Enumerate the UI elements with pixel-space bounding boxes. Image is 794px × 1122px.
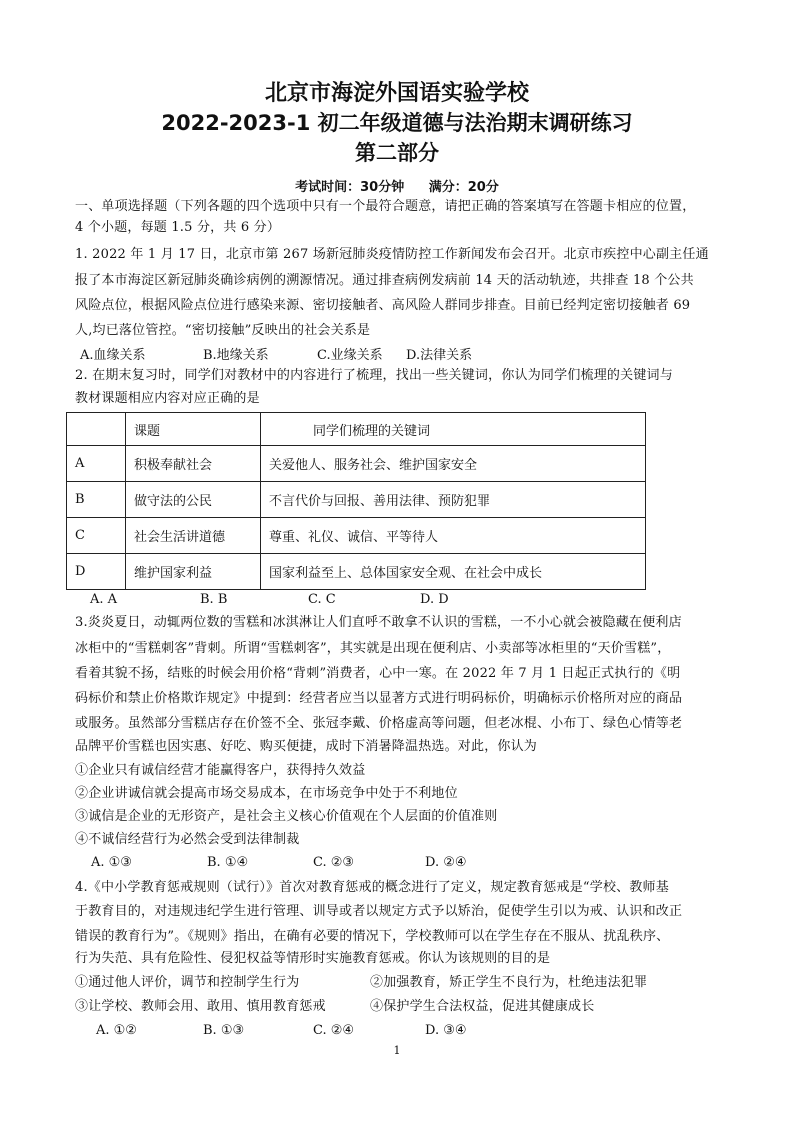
q1-options (80, 344, 472, 363)
q2-line: 2. 在期末复习时，同学们对教材中的内容进行了梳理，找出一些关键词，你认为同学们梳理的关键词与 (75, 368, 673, 383)
q4-statement: ③让学校、教师会用、敢用、慎用教育惩戒 (75, 999, 326, 1014)
q4-option-a: A. ①② (96, 1023, 137, 1038)
q3-statement: ①企业只有诚信经营才能赢得客户，获得持久效益 (75, 763, 366, 778)
q1-line: 风险点位，根据风险点位进行感染来源、密切接触者、高风险人群同步排查。目前已经判定密切接触者 69 (75, 298, 691, 313)
table-cell: 关爱他人、服务社会、维护国家安全 (261, 446, 646, 482)
table-cell: 尊重、礼仪、诚信、平等待人 (261, 518, 646, 554)
q3-line: 3.炎炎夏日，动辄两位数的雪糕和冰淇淋让人们直呼不敢拿不认识的雪糕，一不小心就会被隐藏在便利店 (75, 615, 682, 630)
q4-statement: ②加强教育，矫正学生不良行为，杜绝违法犯罪 (370, 975, 648, 990)
table-header-cell: 课题 (126, 413, 261, 446)
q4-statements-row (75, 974, 720, 992)
q3-statement: ②企业讲诚信就会提高市场交易成本，在市场竞争中处于不利地位 (75, 786, 458, 801)
q1-line: 人,均已落位管控。“密切接触”反映出的社会关系是 (75, 323, 371, 338)
q3-statement: ③诚信是企业的无形资产，是社会主义核心价值观在个人层面的价值准则 (75, 809, 498, 824)
table-row (67, 518, 646, 554)
exam-score: 满分：20分 (428, 180, 499, 195)
table-cell: 积极奉献社会 (126, 446, 261, 482)
q3-option-b: B. ①④ (207, 855, 249, 870)
exam-time: 考试时间：30分钟 (295, 180, 405, 195)
q2-option-a: A. A (90, 592, 118, 607)
q4-line: 行为失范、具有危险性、侵犯权益等情形时实施教育惩戒。你认为该规则的目的是 (75, 951, 551, 966)
q4-statement: ①通过他人评价，调节和控制学生行为 (75, 975, 300, 990)
q2-option-b: B. B (200, 592, 228, 607)
section-instruction: 一、单项选择题（下列各题的四个选项中只有一个最符合题意，请把正确的答案填写在答题卡相应的位置， (75, 199, 696, 214)
table-cell: 做守法的公民 (126, 482, 261, 518)
exam-meta (0, 176, 794, 195)
table-header-cell (67, 413, 126, 446)
q1-option-b: B.地缘关系 (203, 348, 269, 363)
table-row (67, 554, 646, 590)
q1-line: 1. 2022 年 1 月 17 日，北京市第 267 场新冠肺炎疫情防控工作新闻发布会召开。北京市疾控中心副主任通 (75, 247, 709, 262)
section-instruction-cont: 4 个小题，每题 1.5 分，共 6 分） (75, 220, 281, 235)
q4-option-c: C. ②④ (313, 1023, 355, 1038)
q3-line: 看着其貌不扬，结账的时候会用价格“背刺”消费者，心中一寒。在 2022 年 7 月 1 日起正式执行的《明 (75, 666, 681, 681)
exam-title: 2022-2023-1 初二年级道德与法治期末调研练习 (161, 111, 633, 135)
q4-option-b: B. ①③ (203, 1023, 245, 1038)
q1-option-d: D.法律关系 (406, 348, 473, 363)
table-header-cell: 同学们梳理的关键词 (261, 413, 646, 446)
table-header-row (67, 413, 646, 446)
q3-option-a: A. ①③ (91, 855, 132, 870)
part-title: 第二部分 (355, 141, 439, 165)
keyword-table (66, 412, 646, 590)
q2-option-d: D. D (420, 592, 449, 607)
q3-options (91, 855, 467, 870)
table-row (67, 482, 646, 518)
q2-line: 教材课题相应内容对应正确的是 (75, 391, 260, 406)
q3-option-d: D. ②④ (425, 855, 467, 870)
table-cell: 维护国家利益 (126, 554, 261, 590)
q1-option-a: A.血缘关系 (80, 348, 146, 363)
q4-statement: ④保护学生合法权益，促进其健康成长 (370, 999, 595, 1014)
table-row (67, 446, 646, 482)
table-cell: A (67, 446, 126, 482)
q3-option-c: C. ②③ (313, 855, 355, 870)
q4-option-d: D. ③④ (425, 1023, 467, 1038)
q3-line: 码标价和禁止价格欺诈规定》中提到：经营者应当以显著方式进行明码标价，明确标示价格所对应的商品 (75, 691, 683, 706)
q1-option-c: C.业缘关系 (317, 348, 383, 363)
school-name: 北京市海淀外国语实验学校 (264, 81, 529, 106)
table-cell: 社会生活讲道德 (126, 518, 261, 554)
table-cell: B (67, 482, 126, 518)
q3-statement: ④不诚信经营行为必然会受到法律制裁 (75, 832, 300, 847)
page-number: 1 (393, 1044, 401, 1057)
table-cell: C (67, 518, 126, 554)
q4-options (96, 1023, 467, 1038)
table-cell: D (67, 554, 126, 590)
q4-statements-row (75, 998, 720, 1016)
q3-line: 冰柜中的“雪糕刺客”背刺。所谓“雪糕刺客”，其实就是出现在便利店、小卖部等冰柜里的“天价雪糕”， (75, 641, 671, 656)
q4-line: 4.《中小学教育惩戒规则（试行）》首次对教育惩戒的概念进行了定义，规定教育惩戒是“学校、教师基 (75, 880, 669, 895)
table-cell: 国家利益至上、总体国家安全观、在社会中成长 (261, 554, 646, 590)
q3-line: 品牌平价雪糕也因实惠、好吃、购买便捷，成时下消暑降温热选。对此，你认为 (75, 739, 538, 754)
q3-line: 或服务。虽然部分雪糕店存在价签不全、张冠李戴、价格虚高等问题，但老冰棍、小布丁、绿色心情等老 (75, 716, 683, 731)
q4-line: 错误的教育行为”。《规则》指出，在确有必要的情况下，学校教师可以在学生存在不服从、扰乱秩序、 (75, 929, 670, 944)
table-cell: 不言代价与回报、善用法律、预防犯罪 (261, 482, 646, 518)
q2-options (90, 592, 449, 607)
q2-option-c: C. C (308, 592, 336, 607)
q1-line: 报了本市海淀区新冠肺炎确诊病例的溯源情况。通过排查病例发病前 14 天的活动轨迹，共排查 18 个公共 (75, 273, 694, 288)
q4-line: 于教育目的，对违规违纪学生进行管理、训导或者以规定方式予以矫治，促使学生引以为戒、认识和改正 (75, 904, 683, 919)
